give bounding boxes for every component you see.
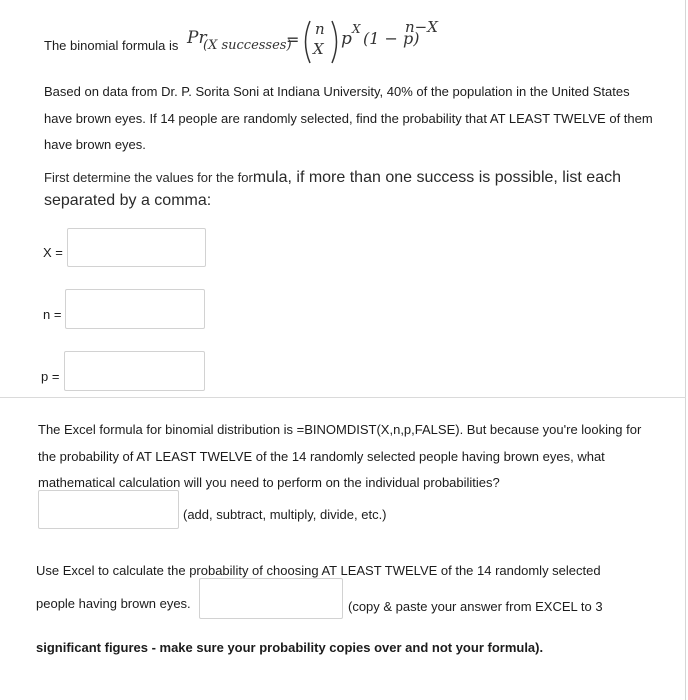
instruction-small: First determine the values for the for [44, 170, 253, 185]
formula-subscript: (X successes) [203, 38, 292, 53]
x-input[interactable] [67, 228, 206, 267]
problem-line-1: Based on data from Dr. P. Sorita Soni at Indiana University, 40% of the population in the United States [44, 84, 630, 99]
problem-line-2: have brown eyes. If 14 people are randomly selected, find the probability that AT LEAST TWELVE of them [44, 110, 653, 126]
problem-line-3: have brown eyes. [44, 137, 146, 152]
excel-line-1: The Excel formula for binomial distribution is =BINOMDIST(X,n,p,FALSE). But because you're looking for [38, 422, 642, 437]
instruction [44, 166, 674, 212]
operation-input[interactable] [38, 490, 179, 529]
n-input[interactable] [65, 289, 205, 329]
binom-bottom-x: X [313, 40, 324, 58]
excel-line-3: mathematical calculation will you need to perform on the individual probabilities? [38, 475, 500, 490]
x-label: X = [43, 245, 63, 260]
final-line-1: Use Excel to calculate the probability of choosing AT LEAST TWELVE of the 14 randomly selected [36, 563, 601, 578]
right-border [685, 0, 686, 700]
problem-statement [44, 79, 684, 159]
n-label: n = [43, 307, 62, 322]
formula-n-minus-x-exponent: n−X [405, 18, 438, 36]
operation-hint: (add, subtract, multiply, divide, etc.) [183, 507, 387, 522]
excel-question [38, 417, 683, 497]
formula-pr: Pr [187, 28, 207, 48]
final-line-2-post: (copy & paste your answer from EXCEL to 3 [348, 599, 603, 614]
formula-one-minus-p: (1 − p) [363, 29, 420, 48]
formula-intro: The binomial formula is [44, 38, 179, 53]
final-line-3: significant figures - make sure your probability copies over and not your formula). [36, 640, 544, 655]
instruction-large-1: mula, if more than one success is possible, list each [252, 169, 621, 186]
formula-p-exponent: X [352, 22, 361, 36]
section-divider [0, 397, 686, 398]
formula-p: p [341, 29, 352, 49]
p-label: p = [41, 369, 60, 384]
excel-line-2: the probability of AT LEAST TWELVE of the 14 randomly selected people having brown eyes, what [38, 448, 605, 464]
formula-equals: = [286, 30, 300, 49]
binom-top-n: n [315, 20, 325, 38]
instruction-large-2: separated by a comma: [44, 192, 212, 209]
final-line-2-pre: people having brown eyes. [36, 596, 191, 611]
p-input[interactable] [64, 351, 205, 391]
probability-answer-input[interactable] [199, 578, 343, 619]
